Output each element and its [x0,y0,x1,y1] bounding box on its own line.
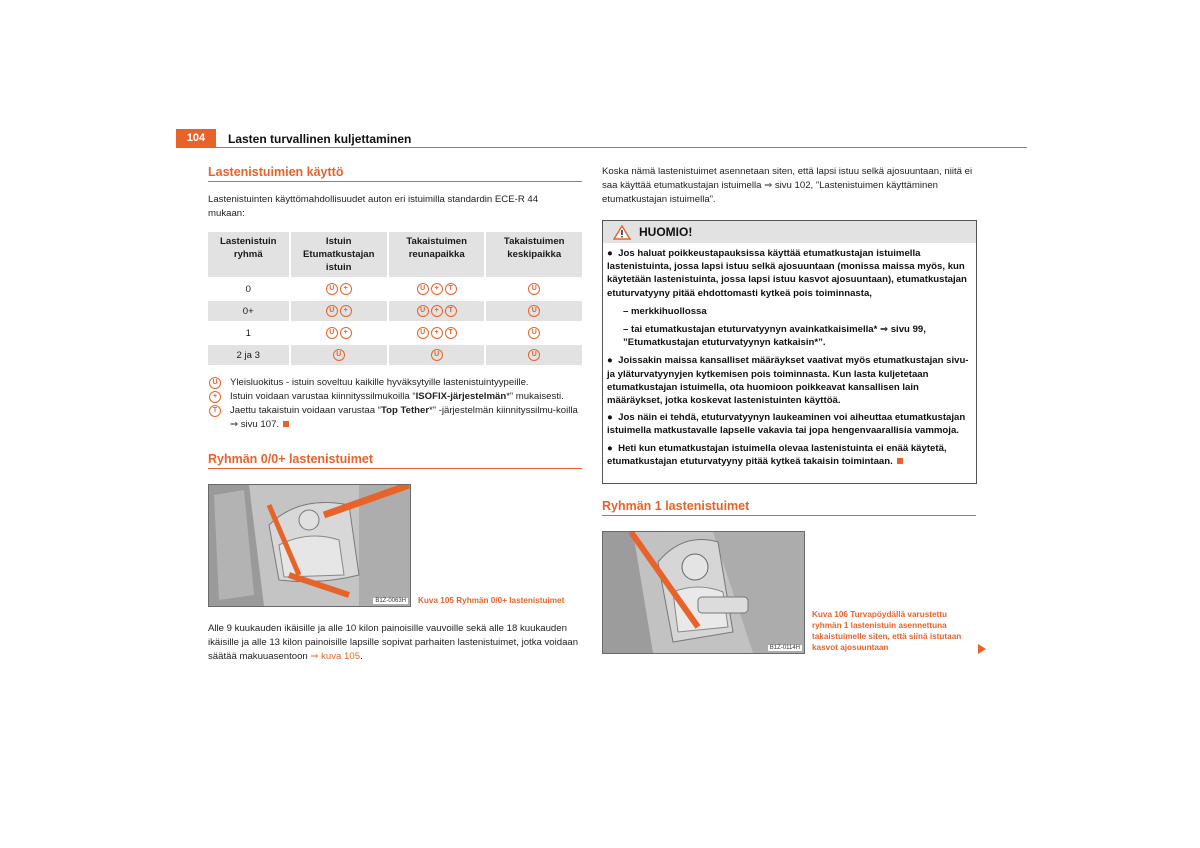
section-title-child-seat-use: Lastenistuimien käyttö [208,165,344,179]
section-title-group-0: Ryhmän 0/0+ lastenistuimet [208,452,373,466]
col-header-front: Istuin Etumatkustajan istuin [291,232,387,277]
front-cell [291,301,387,321]
bullet-icon: ● [607,248,619,259]
universal-icon: U [431,349,443,361]
warning-bullet-text: Jos näin ei tehdä, etuturvatyynyn laukeaminen voi aiheuttaa etumatkustajan istuimella matkustavalle lapselle vakavia tai jopa hengenvaarallisia vammoja. [607,412,966,437]
figure-link[interactable]: ⇒ kuva 105 [310,651,361,662]
legend-isofix-bold: ISOFIX-järjestelmän [415,391,507,402]
warning-bullet-text: Jos haluat poikkeustapauksissa käyttää etumatkustajan istuimella lastenistuinta, jossa lapsi istuu selkä ajosuuntaan (monissa maissa myös, kun käytetään lastenistuinta, jossa lapsi istuu kasvot ajosuuntaan), etumatkustajan etuturvatyyny pitää ehdottomasti kytkeä pois toiminnasta, [607,248,967,299]
front-cell [291,345,387,365]
warning-bullet [607,411,970,437]
end-marker-icon [897,458,903,464]
top-tether-icon: T [209,405,221,417]
legend-universal [208,376,580,390]
center-cell [486,279,582,299]
warning-bullet [607,247,970,300]
legend-tt-bold: Top Tether [380,405,430,416]
forward-facing-seat-illustration [603,532,804,653]
warning-bullet [607,354,970,407]
section-rule [602,515,976,516]
isofix-icon: + [431,283,443,295]
group-cell: 1 [245,327,251,339]
warning-triangle-icon [613,225,631,240]
universal-icon: U [528,283,540,295]
warning-header [603,221,976,243]
outer-cell [389,345,485,365]
table-row [208,301,582,321]
col-header-group: Lastenistuin ryhmä [208,232,289,277]
universal-icon: U [417,327,429,339]
legend-isofix [208,390,580,404]
universal-icon: U [417,305,429,317]
page-number: 104 [176,129,216,148]
outer-cell [389,301,485,321]
isofix-icon: + [431,327,443,339]
center-cell [486,301,582,321]
universal-icon: U [326,305,338,317]
child-seat-table [206,230,584,367]
group-cell: 0+ [208,301,289,321]
warning-box [602,220,977,484]
section-rule [208,468,582,469]
figure-code: B1Z-0063H [375,598,406,604]
bullet-icon: ● [607,412,619,424]
universal-icon: U [326,327,338,339]
figure-106-photo [602,531,805,654]
section-title-group-1: Ryhmän 1 lastenistuimet [602,499,750,513]
figure-106-caption: Kuva 106 Turvapöydällä varustettu ryhmän 1 lastenistuin asennettuna takaistuimelle siten, että siinä istutaan kasvot ajosuuntaan [812,610,962,652]
group-0-paragraph [208,622,580,664]
universal-icon: U [326,283,338,295]
intro-text: Lastenistuinten käyttömahdollisuudet auton eri istuimilla standardin ECE-R 44 mukaan: [208,194,539,219]
isofix-icon: + [340,305,352,317]
paragraph-text: Alle 9 kuukauden ikäisille ja alle 10 kilon painoisille vauvoille sekä alle 18 kuukauden ikäisille ja alle 13 kilon painoisille lapsille sopivat parhaiten lastenistuimet, jotka voidaan säätää makuuasentoon [208,623,579,662]
outer-cell [389,323,485,343]
rear-facing-seat-illustration [209,485,410,606]
table-row [208,345,582,365]
legend-top-tether-text [230,404,580,432]
legend-tt-text-a: Jaettu takaistuin voidaan varustaa “ [230,405,381,416]
warning-bullet-text: Heti kun etumatkustajan istuimella olevaa lastenistuinta ei enää käytetä, etumatkustajan etuturvatyyny pitää kytkeä takaisin toimintaan. [607,442,947,467]
figure-code: B1Z-0114H [769,645,800,651]
paragraph-end: . [360,651,363,662]
outer-cell [389,279,485,299]
legend-tt-text-b: *” -järjestelmän kiinnityssilmu-koilla ⇒ sivu 107. [230,405,578,430]
legend-isofix-text [230,390,564,404]
isofix-icon: + [209,391,221,403]
center-cell [486,323,582,343]
col-header-rear-outer: Takaistuimen reunapaikka [389,232,485,277]
section-rule [208,181,582,182]
center-cell [486,345,582,365]
front-cell [291,279,387,299]
universal-icon: U [333,349,345,361]
legend [208,376,580,432]
col-header-rear-center: Takaistuimen keskipaikka [486,232,582,277]
top-tether-icon: T [445,327,457,339]
bullet-icon: ● [607,442,619,454]
chapter-title: Lasten turvallinen kuljettaminen [228,132,412,146]
figure-105-caption: Kuva 105 Ryhmän 0/0+ lastenistuimet [418,596,565,605]
warning-body [603,243,976,468]
isofix-icon: + [340,327,352,339]
warning-dash-item: – tai etumatkustajan etuturvatyynyn avainkatkaisimella* ⇒ sivu 99, ”Etumatkustajan etuturvatyynyn katkaisin*”. [623,324,926,349]
group-cell: 0 [245,283,251,295]
legend-top-tether [208,404,580,432]
universal-icon: U [528,305,540,317]
warning-bullet-text: Joissakin maissa kansalliset määräykset vaativat myös etumatkustajan sivu- ja yläturvatyynyjen kytkemisen pois toiminnasta. Kun lasta kuljetetaan etumatkustajan istuimella, ota huomioon poikkeavat kansallisen lain määräykset, jotka koskevat lastenistuinten käyttöä. [607,355,969,407]
legend-isofix-text-a: Istuin voidaan varustaa kiinnityssilmukoilla “ [230,391,416,402]
right-intro-text: Koska nämä lastenistuimet asennetaan siten, että lapsi istuu selkä ajosuuntaan, niitä ei saa käyttää etumatkustajan istuimella ⇒ sivu 102, ”Lastenistuimen käyttäminen etumatkustajan istuimella”. [602,166,973,205]
top-tether-icon: T [445,283,457,295]
next-page-arrow-icon[interactable] [978,644,986,654]
table-row [208,279,582,299]
isofix-icon: + [340,283,352,295]
front-cell [291,323,387,343]
warning-bullet [607,442,970,468]
top-tether-icon: T [445,305,457,317]
universal-icon: U [417,283,429,295]
warning-title: HUOMIO! [639,225,693,239]
table-row [208,323,582,343]
universal-icon: U [209,377,221,389]
isofix-icon: + [431,305,443,317]
universal-icon: U [528,349,540,361]
bullet-icon: ● [607,355,619,367]
group-cell: 2 ja 3 [208,345,289,365]
figure-105-photo [208,484,411,607]
legend-isofix-text-b: *” mukaisesti. [506,391,564,402]
end-marker-icon [283,421,289,427]
legend-universal-text: Yleisluokitus - istuin soveltuu kaikille hyväksytyille lastenistuintyypeille. [230,377,529,388]
universal-icon: U [528,327,540,339]
warning-dash-item: – merkkihuollossa [623,305,707,317]
